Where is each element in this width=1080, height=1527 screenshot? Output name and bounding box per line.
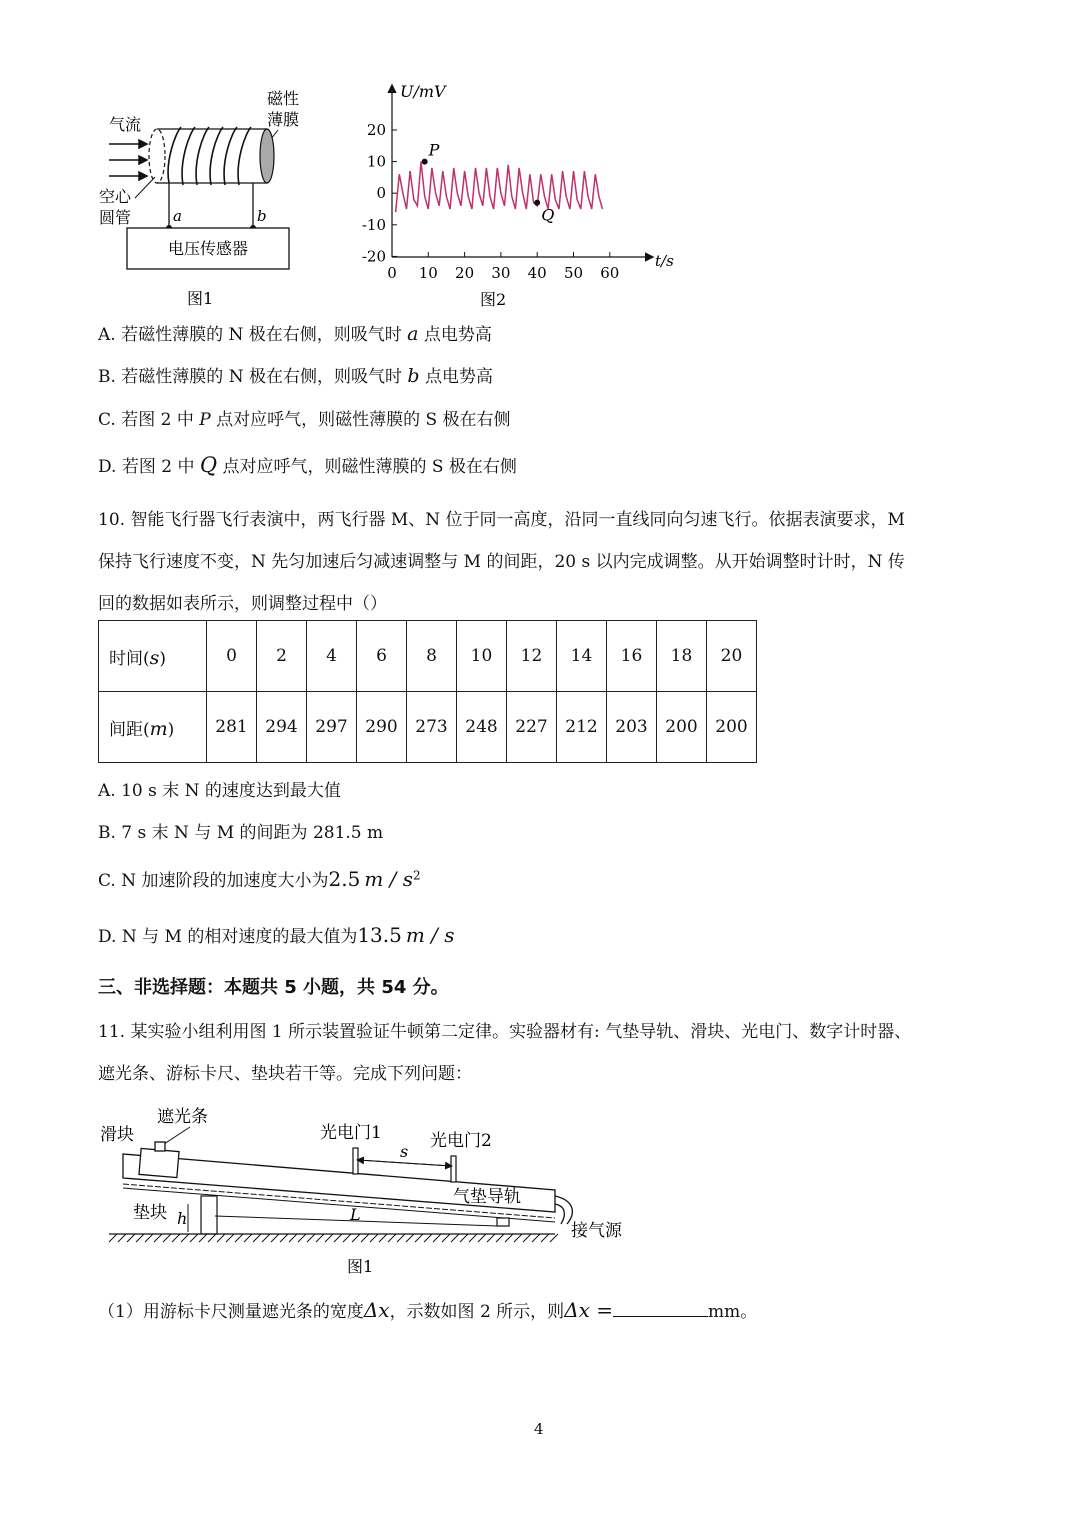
- time-header: 时间(s): [99, 621, 207, 692]
- distance-cell: 297: [307, 692, 357, 763]
- time-cell: 18: [657, 621, 707, 692]
- distance-s-label: s: [400, 1142, 409, 1161]
- ground-hatch: [505, 1234, 513, 1242]
- photogate-2: [451, 1156, 456, 1182]
- ground-hatch: [334, 1234, 342, 1242]
- distance-cell: 200: [707, 692, 757, 763]
- ground-hatch: [244, 1234, 252, 1242]
- distance-cell: 200: [657, 692, 707, 763]
- height-h-label: h: [177, 1209, 188, 1228]
- ground-hatch: [379, 1234, 387, 1242]
- time-cell: 8: [407, 621, 457, 692]
- x-tick-label: 20: [455, 264, 475, 282]
- distance-header: 间距(m): [99, 692, 207, 763]
- point-p-label: P: [428, 140, 440, 160]
- ground-hatch: [397, 1234, 405, 1242]
- section-3-heading: 三、非选择题：本题共 5 小题，共 54 分。: [98, 977, 449, 998]
- slider-block: [139, 1148, 179, 1177]
- q9-option-d[interactable]: D. 若图 2 中 Q 点对应呼气，则磁性薄膜的 S 极在右侧: [98, 453, 517, 477]
- ground-hatch: [289, 1234, 297, 1242]
- ground-hatch: [433, 1234, 441, 1242]
- point-q-label: Q: [541, 205, 555, 225]
- distance-cell: 281: [207, 692, 257, 763]
- ground-hatch: [118, 1234, 126, 1242]
- ground-hatch: [163, 1234, 171, 1242]
- y-tick-label: 10: [366, 152, 386, 171]
- distance-cell: 290: [357, 692, 407, 763]
- photogate-1-label: 光电门1: [320, 1123, 382, 1143]
- ground-hatch: [469, 1234, 477, 1242]
- ground-hatch: [550, 1234, 558, 1242]
- q11-stem-line-1: 11. 某实验小组利用图 1 所示装置验证牛顿第二定律。实验器材有: 气垫导轨、滑块、光电门、数字计时器、: [98, 1022, 912, 1042]
- distance-cell: 248: [457, 692, 507, 763]
- distance-cell: 227: [507, 692, 557, 763]
- time-cell: 20: [707, 621, 757, 692]
- x-axis-label: t/s: [655, 252, 674, 270]
- q9-option-c[interactable]: C. 若图 2 中 P 点对应呼气，则磁性薄膜的 S 极在右侧: [98, 410, 511, 430]
- ground-hatch: [226, 1234, 234, 1242]
- q11-stem-line-2: 遮光条、游标卡尺、垫块若干等。完成下列问题：: [98, 1064, 472, 1084]
- q10-data-table: [98, 620, 757, 763]
- time-cell: 14: [557, 621, 607, 692]
- air-source-label: 接气源: [571, 1221, 622, 1241]
- time-cell: 2: [257, 621, 307, 692]
- page-number: 4: [534, 1420, 544, 1438]
- ground-hatch: [541, 1234, 549, 1242]
- ground-hatch: [325, 1234, 333, 1242]
- figure-2-caption: 图2: [480, 290, 507, 309]
- ground-hatch: [316, 1234, 324, 1242]
- ground-hatch: [415, 1234, 423, 1242]
- x-tick-label: 30: [491, 264, 511, 282]
- y-tick-label: 20: [366, 121, 386, 139]
- table-row-distance: [99, 692, 757, 763]
- ground-hatch: [460, 1234, 468, 1242]
- ground-hatch: [154, 1234, 162, 1242]
- ground-hatch: [199, 1234, 207, 1242]
- ground-hatch: [298, 1234, 306, 1242]
- figure-1-coil-diagram: [95, 82, 305, 312]
- time-cell: 12: [507, 621, 557, 692]
- q10-option-b[interactable]: B. 7 s 末 N 与 M 的间距为 281.5 m: [98, 823, 384, 843]
- distance-cell: 203: [607, 692, 657, 763]
- ground-hatch: [136, 1234, 144, 1242]
- ground-hatch: [271, 1234, 279, 1242]
- table-row-time: [99, 621, 757, 692]
- voltage-sensor-label: 电压传感器: [167, 239, 249, 258]
- strip-label: 遮光条: [157, 1107, 208, 1127]
- ground-hatch: [523, 1234, 531, 1242]
- x-tick-label: 0: [387, 264, 397, 282]
- q10-stem-line-1: 10. 智能飞行器飞行表演中，两飞行器 M、N 位于同一高度，沿同一直线同向匀速飞行。依据表演要求，M: [98, 510, 905, 530]
- tube-label-2: 圆管: [99, 208, 132, 227]
- time-cell: 16: [607, 621, 657, 692]
- time-cell: 4: [307, 621, 357, 692]
- ground-hatch: [109, 1234, 117, 1242]
- shading-strip: [155, 1142, 165, 1151]
- ground-hatch: [307, 1234, 315, 1242]
- y-tick-label: -10: [361, 215, 386, 234]
- x-tick-label: 40: [527, 264, 547, 282]
- ground-hatch: [478, 1234, 486, 1242]
- q10-option-c[interactable]: C. N 加速阶段的加速度大小为2.5 m / $s^2$: [98, 867, 421, 891]
- ground-hatch: [388, 1234, 396, 1242]
- y-axis-label: U/mV: [400, 82, 446, 101]
- ground-hatch: [235, 1234, 243, 1242]
- ground-hatch: [487, 1234, 495, 1242]
- q9-option-a[interactable]: A. 若磁性薄膜的 N 极在右侧，则吸气时 a 点电势高: [98, 323, 492, 345]
- magnetic-film: [260, 129, 274, 183]
- coil-windings: [168, 127, 251, 185]
- q11-figure-caption: 图1: [347, 1257, 374, 1276]
- film-label-2: 薄膜: [267, 110, 300, 129]
- figure-2-voltage-chart: [350, 80, 690, 312]
- ground-hatch: [370, 1234, 378, 1242]
- airflow-label: 气流: [109, 115, 142, 134]
- photogate-1: [353, 1148, 358, 1174]
- answer-blank[interactable]: [613, 1302, 708, 1317]
- ground-hatch: [451, 1234, 459, 1242]
- support-block: [201, 1196, 217, 1234]
- ground-hatch: [208, 1234, 216, 1242]
- tube-label-1: 空心: [99, 187, 132, 206]
- length-L-label: L: [350, 1205, 361, 1224]
- ground-hatch: [424, 1234, 432, 1242]
- airflow-arrows: [109, 140, 147, 180]
- photogate-2-label: 光电门2: [430, 1131, 492, 1151]
- y-tick-label: -20: [361, 247, 386, 266]
- distance-cell: 294: [257, 692, 307, 763]
- y-tick-label: 0: [376, 184, 386, 203]
- ground-hatch: [514, 1234, 522, 1242]
- ground-hatch: [172, 1234, 180, 1242]
- point-p-marker: [422, 159, 428, 165]
- point-b-label: b: [257, 207, 267, 225]
- rail-label: 气垫导轨: [453, 1187, 521, 1207]
- block-label: 垫块: [133, 1203, 167, 1223]
- point-a-label: a: [173, 207, 182, 225]
- ground-hatch: [406, 1234, 414, 1242]
- x-tick-label: 50: [563, 264, 584, 282]
- voltage-trace: [396, 162, 603, 213]
- q11-air-track-figure: [95, 1100, 655, 1285]
- ground-hatch: [262, 1234, 270, 1242]
- ground-hatch: [361, 1234, 369, 1242]
- ground-hatch: [532, 1234, 540, 1242]
- point-q-marker: [534, 200, 540, 206]
- time-cell: 0: [207, 621, 257, 692]
- distance-cell: 212: [557, 692, 607, 763]
- ground-hatch: [352, 1234, 360, 1242]
- ground-hatch: [127, 1234, 135, 1242]
- ground-hatch: [217, 1234, 225, 1242]
- slider-label: 滑块: [100, 1125, 134, 1145]
- ground-hatch: [253, 1234, 261, 1242]
- ground-hatch: [343, 1234, 351, 1242]
- q10-stem-line-3: 回的数据如表所示，则调整过程中（）: [98, 594, 387, 614]
- q9-option-b[interactable]: B. 若磁性薄膜的 N 极在右侧，则吸气时 b 点电势高: [98, 365, 493, 387]
- time-cell: 6: [357, 621, 407, 692]
- distance-cell: 273: [407, 692, 457, 763]
- q10-option-a[interactable]: A. 10 s 末 N 的速度达到最大值: [98, 781, 341, 801]
- time-cell: 10: [457, 621, 507, 692]
- x-tick-label: 10: [418, 264, 438, 282]
- ground-hatch: [190, 1234, 198, 1242]
- ground-hatch: [442, 1234, 450, 1242]
- q11-subquestion-1: （1）用游标卡尺测量遮光条的宽度Δx，示数如图 2 所示，则Δx = mm。: [98, 1298, 758, 1322]
- ground-hatch: [181, 1234, 189, 1242]
- q10-option-d[interactable]: D. N 与 M 的相对速度的最大值为13.5 m / s: [98, 923, 455, 947]
- ground-hatch: [280, 1234, 288, 1242]
- x-tick-label: 60: [600, 264, 620, 282]
- film-label-1: 磁性: [267, 89, 300, 108]
- figure-1-caption: 图1: [187, 289, 214, 308]
- ground-hatch: [145, 1234, 153, 1242]
- ground-hatch: [496, 1234, 504, 1242]
- q10-stem-line-2: 保持飞行速度不变，N 先匀加速后匀减速调整与 M 的间距，20 s 以内完成调整。从开始调整时计时，N 传: [98, 552, 905, 572]
